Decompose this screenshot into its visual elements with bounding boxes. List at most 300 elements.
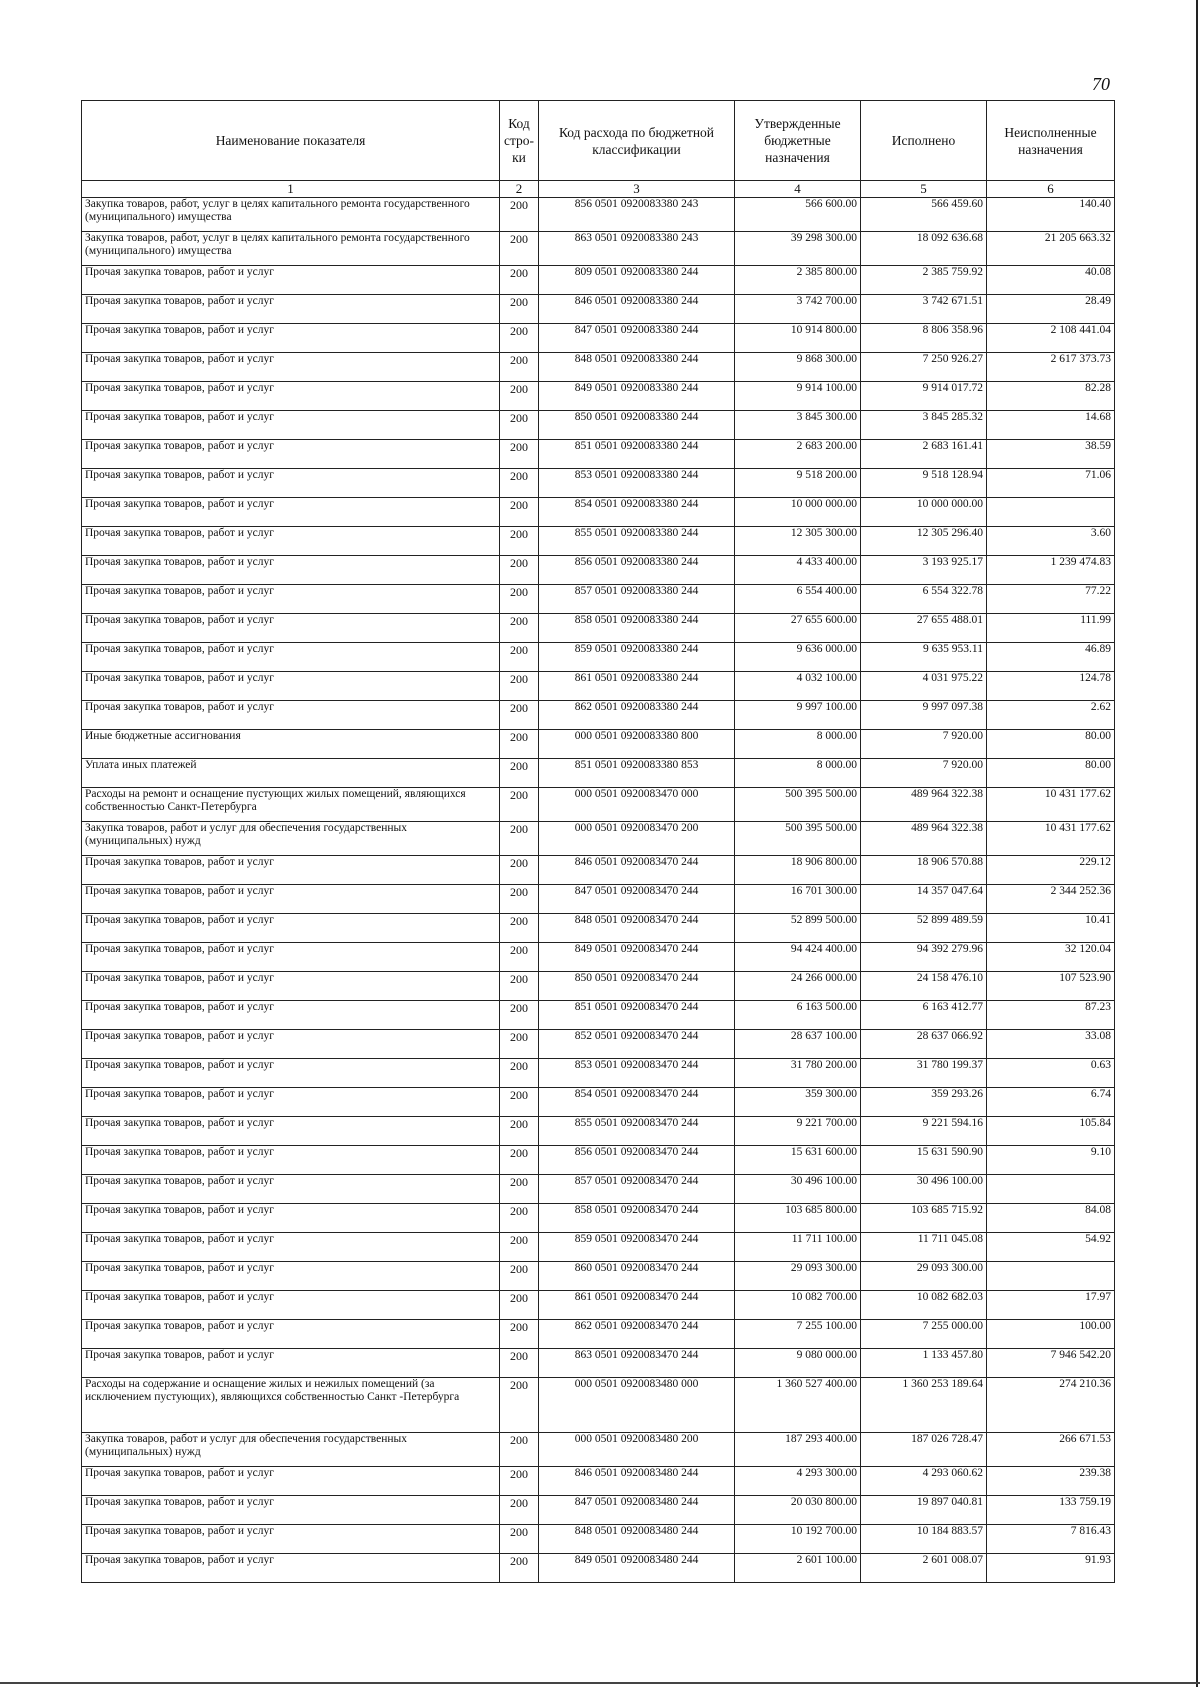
table-row	[82, 295, 1115, 324]
row-approved: 4 433 400.00	[735, 556, 861, 585]
row-name: Прочая закупка товаров, работ и услуг	[82, 672, 500, 701]
row-unexecuted: 7 816.43	[987, 1525, 1115, 1554]
row-name: Прочая закупка товаров, работ и услуг	[82, 411, 500, 440]
row-line-code: 200	[500, 1496, 539, 1525]
row-approved: 3 742 700.00	[735, 295, 861, 324]
row-executed: 31 780 199.37	[861, 1059, 987, 1088]
row-line-code: 200	[500, 1262, 539, 1291]
row-line-code: 200	[500, 672, 539, 701]
table-row	[82, 1088, 1115, 1117]
row-executed: 7 255 000.00	[861, 1320, 987, 1349]
row-unexecuted: 77.22	[987, 585, 1115, 614]
table-row	[82, 1467, 1115, 1496]
row-line-code: 200	[500, 353, 539, 382]
row-approved: 103 685 800.00	[735, 1204, 861, 1233]
table-row	[82, 672, 1115, 701]
row-budget-code: 863 0501 0920083470 244	[539, 1349, 735, 1378]
row-budget-code: 846 0501 0920083480 244	[539, 1467, 735, 1496]
row-approved: 31 780 200.00	[735, 1059, 861, 1088]
row-unexecuted: 274 210.36	[987, 1378, 1115, 1433]
row-budget-code: 847 0501 0920083470 244	[539, 885, 735, 914]
row-executed: 2 683 161.41	[861, 440, 987, 469]
header-budget-code: Код расхода по бюджетной классификации	[539, 101, 735, 181]
row-name: Прочая закупка товаров, работ и услуг	[82, 556, 500, 585]
row-line-code: 200	[500, 1233, 539, 1262]
row-approved: 94 424 400.00	[735, 943, 861, 972]
row-unexecuted: 33.08	[987, 1030, 1115, 1059]
table-row	[82, 730, 1115, 759]
row-unexecuted: 40.08	[987, 266, 1115, 295]
row-approved: 52 899 500.00	[735, 914, 861, 943]
table-row	[82, 822, 1115, 856]
row-unexecuted: 133 759.19	[987, 1496, 1115, 1525]
row-name: Прочая закупка товаров, работ и услуг	[82, 1525, 500, 1554]
row-budget-code: 850 0501 0920083470 244	[539, 972, 735, 1001]
row-approved: 359 300.00	[735, 1088, 861, 1117]
table-row	[82, 1175, 1115, 1204]
table-row	[82, 198, 1115, 232]
row-budget-code: 848 0501 0920083470 244	[539, 914, 735, 943]
row-name: Прочая закупка товаров, работ и услуг	[82, 1467, 500, 1496]
row-budget-code: 846 0501 0920083470 244	[539, 856, 735, 885]
header-approved: Утвержденные бюджетные назначения	[735, 101, 861, 181]
row-approved: 6 554 400.00	[735, 585, 861, 614]
column-number: 4	[735, 181, 861, 198]
row-name: Расходы на ремонт и оснащение пустующих жилых помещений, являющихся собственностью Санкт-Петербурга	[82, 788, 500, 822]
row-line-code: 200	[500, 1291, 539, 1320]
row-unexecuted: 54.92	[987, 1233, 1115, 1262]
row-unexecuted: 2.62	[987, 701, 1115, 730]
row-line-code: 200	[500, 1378, 539, 1433]
page-number: 70	[1092, 74, 1110, 94]
row-executed: 9 635 953.11	[861, 643, 987, 672]
row-unexecuted: 105.84	[987, 1117, 1115, 1146]
row-budget-code: 859 0501 0920083470 244	[539, 1233, 735, 1262]
row-line-code: 200	[500, 701, 539, 730]
table-row	[82, 498, 1115, 527]
row-name: Прочая закупка товаров, работ и услуг	[82, 885, 500, 914]
row-executed: 3 845 285.32	[861, 411, 987, 440]
row-approved: 10 000 000.00	[735, 498, 861, 527]
row-approved: 29 093 300.00	[735, 1262, 861, 1291]
row-approved: 500 395 500.00	[735, 788, 861, 822]
row-executed: 103 685 715.92	[861, 1204, 987, 1233]
row-budget-code: 848 0501 0920083380 244	[539, 353, 735, 382]
row-unexecuted: 84.08	[987, 1204, 1115, 1233]
row-budget-code: 851 0501 0920083470 244	[539, 1001, 735, 1030]
row-name: Прочая закупка товаров, работ и услуг	[82, 1204, 500, 1233]
row-budget-code: 850 0501 0920083380 244	[539, 411, 735, 440]
row-line-code: 200	[500, 585, 539, 614]
row-line-code: 200	[500, 643, 539, 672]
row-line-code: 200	[500, 1554, 539, 1583]
row-line-code: 200	[500, 856, 539, 885]
row-approved: 9 080 000.00	[735, 1349, 861, 1378]
row-unexecuted: 46.89	[987, 643, 1115, 672]
row-executed: 27 655 488.01	[861, 614, 987, 643]
row-budget-code: 000 0501 0920083480 200	[539, 1433, 735, 1467]
row-executed: 7 920.00	[861, 759, 987, 788]
row-name: Прочая закупка товаров, работ и услуг	[82, 701, 500, 730]
row-unexecuted: 87.23	[987, 1001, 1115, 1030]
row-budget-code: 855 0501 0920083380 244	[539, 527, 735, 556]
row-executed: 6 554 322.78	[861, 585, 987, 614]
row-approved: 4 293 300.00	[735, 1467, 861, 1496]
row-budget-code: 847 0501 0920083480 244	[539, 1496, 735, 1525]
table-row	[82, 972, 1115, 1001]
row-line-code: 200	[500, 614, 539, 643]
row-unexecuted: 10 431 177.62	[987, 788, 1115, 822]
row-approved: 28 637 100.00	[735, 1030, 861, 1059]
table-row	[82, 1496, 1115, 1525]
row-name: Прочая закупка товаров, работ и услуг	[82, 585, 500, 614]
row-name: Прочая закупка товаров, работ и услуг	[82, 972, 500, 1001]
row-unexecuted: 38.59	[987, 440, 1115, 469]
row-budget-code: 855 0501 0920083470 244	[539, 1117, 735, 1146]
row-unexecuted: 1 239 474.83	[987, 556, 1115, 585]
table-row	[82, 266, 1115, 295]
row-approved: 2 683 200.00	[735, 440, 861, 469]
row-budget-code: 858 0501 0920083380 244	[539, 614, 735, 643]
table-row	[82, 1030, 1115, 1059]
row-executed: 1 133 457.80	[861, 1349, 987, 1378]
row-budget-code: 854 0501 0920083470 244	[539, 1088, 735, 1117]
row-name: Уплата иных платежей	[82, 759, 500, 788]
row-line-code: 200	[500, 822, 539, 856]
row-executed: 24 158 476.10	[861, 972, 987, 1001]
row-name: Прочая закупка товаров, работ и услуг	[82, 943, 500, 972]
row-approved: 9 221 700.00	[735, 1117, 861, 1146]
row-budget-code: 861 0501 0920083470 244	[539, 1291, 735, 1320]
row-unexecuted: 0.63	[987, 1059, 1115, 1088]
row-unexecuted: 28.49	[987, 295, 1115, 324]
row-budget-code: 854 0501 0920083380 244	[539, 498, 735, 527]
row-unexecuted: 266 671.53	[987, 1433, 1115, 1467]
table-row	[82, 1433, 1115, 1467]
row-executed: 489 964 322.38	[861, 788, 987, 822]
table-row	[82, 1146, 1115, 1175]
row-approved: 15 631 600.00	[735, 1146, 861, 1175]
row-approved: 187 293 400.00	[735, 1433, 861, 1467]
row-line-code: 200	[500, 498, 539, 527]
row-approved: 7 255 100.00	[735, 1320, 861, 1349]
row-executed: 4 293 060.62	[861, 1467, 987, 1496]
table-row	[82, 440, 1115, 469]
row-line-code: 200	[500, 1059, 539, 1088]
table-row	[82, 353, 1115, 382]
row-approved: 2 385 800.00	[735, 266, 861, 295]
row-line-code: 200	[500, 1433, 539, 1467]
row-approved: 500 395 500.00	[735, 822, 861, 856]
row-budget-code: 857 0501 0920083380 244	[539, 585, 735, 614]
row-budget-code: 858 0501 0920083470 244	[539, 1204, 735, 1233]
table-row	[82, 1554, 1115, 1583]
table-row	[82, 1291, 1115, 1320]
row-approved: 8 000.00	[735, 730, 861, 759]
row-name: Прочая закупка товаров, работ и услуг	[82, 1291, 500, 1320]
row-budget-code: 862 0501 0920083470 244	[539, 1320, 735, 1349]
row-unexecuted: 71.06	[987, 469, 1115, 498]
table-row	[82, 1320, 1115, 1349]
row-executed: 6 163 412.77	[861, 1001, 987, 1030]
row-name: Закупка товаров, работ, услуг в целях капитального ремонта государственного (муниципального) имущества	[82, 198, 500, 232]
row-budget-code: 860 0501 0920083470 244	[539, 1262, 735, 1291]
row-executed: 7 250 926.27	[861, 353, 987, 382]
row-budget-code: 862 0501 0920083380 244	[539, 701, 735, 730]
row-name: Закупка товаров, работ и услуг для обеспечения государственных (муниципальных) нужд	[82, 822, 500, 856]
row-executed: 18 092 636.68	[861, 232, 987, 266]
row-line-code: 200	[500, 730, 539, 759]
row-executed: 94 392 279.96	[861, 943, 987, 972]
table-row	[82, 856, 1115, 885]
row-budget-code: 849 0501 0920083480 244	[539, 1554, 735, 1583]
row-budget-code: 859 0501 0920083380 244	[539, 643, 735, 672]
row-approved: 9 868 300.00	[735, 353, 861, 382]
table-row	[82, 1525, 1115, 1554]
row-name: Прочая закупка товаров, работ и услуг	[82, 1320, 500, 1349]
row-line-code: 200	[500, 527, 539, 556]
row-unexecuted: 100.00	[987, 1320, 1115, 1349]
row-executed: 8 806 358.96	[861, 324, 987, 353]
table-row	[82, 643, 1115, 672]
row-approved: 11 711 100.00	[735, 1233, 861, 1262]
row-approved: 30 496 100.00	[735, 1175, 861, 1204]
row-name: Прочая закупка товаров, работ и услуг	[82, 469, 500, 498]
row-line-code: 200	[500, 1320, 539, 1349]
row-executed: 52 899 489.59	[861, 914, 987, 943]
row-executed: 2 601 008.07	[861, 1554, 987, 1583]
table-row	[82, 585, 1115, 614]
row-line-code: 200	[500, 1001, 539, 1030]
row-approved: 566 600.00	[735, 198, 861, 232]
table-row	[82, 788, 1115, 822]
row-approved: 3 845 300.00	[735, 411, 861, 440]
row-name: Прочая закупка товаров, работ и услуг	[82, 1059, 500, 1088]
row-executed: 3 742 671.51	[861, 295, 987, 324]
row-unexecuted: 229.12	[987, 856, 1115, 885]
row-unexecuted: 2 344 252.36	[987, 885, 1115, 914]
row-name: Прочая закупка товаров, работ и услуг	[82, 1554, 500, 1583]
row-name: Прочая закупка товаров, работ и услуг	[82, 498, 500, 527]
table-row	[82, 1059, 1115, 1088]
row-line-code: 200	[500, 759, 539, 788]
row-unexecuted: 10 431 177.62	[987, 822, 1115, 856]
table-row	[82, 1349, 1115, 1378]
row-name: Иные бюджетные ассигнования	[82, 730, 500, 759]
row-executed: 1 360 253 189.64	[861, 1378, 987, 1433]
header-name: Наименование показателя	[82, 101, 500, 181]
row-name: Прочая закупка товаров, работ и услуг	[82, 1030, 500, 1059]
row-executed: 9 221 594.16	[861, 1117, 987, 1146]
row-approved: 2 601 100.00	[735, 1554, 861, 1583]
column-number: 6	[987, 181, 1115, 198]
column-number: 3	[539, 181, 735, 198]
row-budget-code: 851 0501 0920083380 244	[539, 440, 735, 469]
row-line-code: 200	[500, 1467, 539, 1496]
row-unexecuted: 32 120.04	[987, 943, 1115, 972]
row-unexecuted: 2 617 373.73	[987, 353, 1115, 382]
row-budget-code: 000 0501 0920083380 800	[539, 730, 735, 759]
row-unexecuted: 124.78	[987, 672, 1115, 701]
header-executed: Исполнено	[861, 101, 987, 181]
row-executed: 28 637 066.92	[861, 1030, 987, 1059]
column-number: 2	[500, 181, 539, 198]
row-approved: 4 032 100.00	[735, 672, 861, 701]
table-row	[82, 469, 1115, 498]
row-executed: 11 711 045.08	[861, 1233, 987, 1262]
row-name: Прочая закупка товаров, работ и услуг	[82, 1496, 500, 1525]
row-approved: 18 906 800.00	[735, 856, 861, 885]
row-unexecuted: 80.00	[987, 759, 1115, 788]
table-row	[82, 1117, 1115, 1146]
table-row	[82, 527, 1115, 556]
row-name: Прочая закупка товаров, работ и услуг	[82, 614, 500, 643]
row-budget-code: 000 0501 0920083470 000	[539, 788, 735, 822]
row-line-code: 200	[500, 1146, 539, 1175]
row-line-code: 200	[500, 440, 539, 469]
row-approved: 10 914 800.00	[735, 324, 861, 353]
row-approved: 10 192 700.00	[735, 1525, 861, 1554]
row-budget-code: 851 0501 0920083380 853	[539, 759, 735, 788]
row-unexecuted: 14.68	[987, 411, 1115, 440]
row-executed: 18 906 570.88	[861, 856, 987, 885]
column-number: 5	[861, 181, 987, 198]
row-name: Прочая закупка товаров, работ и услуг	[82, 353, 500, 382]
row-executed: 3 193 925.17	[861, 556, 987, 585]
row-budget-code: 853 0501 0920083470 244	[539, 1059, 735, 1088]
row-approved: 10 082 700.00	[735, 1291, 861, 1320]
table-row	[82, 614, 1115, 643]
row-line-code: 200	[500, 1175, 539, 1204]
row-executed: 9 914 017.72	[861, 382, 987, 411]
row-budget-code: 848 0501 0920083480 244	[539, 1525, 735, 1554]
row-line-code: 200	[500, 943, 539, 972]
row-name: Прочая закупка товаров, работ и услуг	[82, 1349, 500, 1378]
row-budget-code: 853 0501 0920083380 244	[539, 469, 735, 498]
table-row	[82, 701, 1115, 730]
header-unexecuted: Неисполненные назначения	[987, 101, 1115, 181]
row-budget-code: 861 0501 0920083380 244	[539, 672, 735, 701]
row-executed: 30 496 100.00	[861, 1175, 987, 1204]
row-budget-code: 000 0501 0920083480 000	[539, 1378, 735, 1433]
row-name: Прочая закупка товаров, работ и услуг	[82, 382, 500, 411]
table-row	[82, 943, 1115, 972]
row-executed: 19 897 040.81	[861, 1496, 987, 1525]
row-name: Прочая закупка товаров, работ и услуг	[82, 1088, 500, 1117]
header-row	[82, 101, 1115, 181]
row-line-code: 200	[500, 411, 539, 440]
row-line-code: 200	[500, 788, 539, 822]
row-executed: 14 357 047.64	[861, 885, 987, 914]
row-name: Прочая закупка товаров, работ и услуг	[82, 856, 500, 885]
row-unexecuted: 239.38	[987, 1467, 1115, 1496]
row-line-code: 200	[500, 1349, 539, 1378]
row-executed: 10 082 682.03	[861, 1291, 987, 1320]
row-approved: 9 914 100.00	[735, 382, 861, 411]
table-row	[82, 1001, 1115, 1030]
row-executed: 2 385 759.92	[861, 266, 987, 295]
row-executed: 566 459.60	[861, 198, 987, 232]
row-line-code: 200	[500, 1088, 539, 1117]
row-line-code: 200	[500, 266, 539, 295]
row-executed: 10 000 000.00	[861, 498, 987, 527]
row-approved: 24 266 000.00	[735, 972, 861, 1001]
row-executed: 12 305 296.40	[861, 527, 987, 556]
row-executed: 489 964 322.38	[861, 822, 987, 856]
row-executed: 187 026 728.47	[861, 1433, 987, 1467]
row-approved: 8 000.00	[735, 759, 861, 788]
row-approved: 20 030 800.00	[735, 1496, 861, 1525]
row-line-code: 200	[500, 232, 539, 266]
table-row	[82, 1378, 1115, 1433]
row-budget-code: 856 0501 0920083470 244	[539, 1146, 735, 1175]
row-name: Прочая закупка товаров, работ и услуг	[82, 266, 500, 295]
row-unexecuted	[987, 1175, 1115, 1204]
table-row	[82, 382, 1115, 411]
table-row	[82, 759, 1115, 788]
row-unexecuted: 107 523.90	[987, 972, 1115, 1001]
row-line-code: 200	[500, 1204, 539, 1233]
row-line-code: 200	[500, 556, 539, 585]
row-line-code: 200	[500, 382, 539, 411]
scan-edge-right	[1196, 0, 1198, 1687]
row-unexecuted: 80.00	[987, 730, 1115, 759]
row-unexecuted	[987, 498, 1115, 527]
row-unexecuted: 140.40	[987, 198, 1115, 232]
row-approved: 9 518 200.00	[735, 469, 861, 498]
row-budget-code: 856 0501 0920083380 244	[539, 556, 735, 585]
row-approved: 12 305 300.00	[735, 527, 861, 556]
table-row	[82, 914, 1115, 943]
row-name: Прочая закупка товаров, работ и услуг	[82, 1117, 500, 1146]
table-row	[82, 324, 1115, 353]
row-name: Закупка товаров, работ и услуг для обеспечения государственных (муниципальных) нужд	[82, 1433, 500, 1467]
row-approved: 6 163 500.00	[735, 1001, 861, 1030]
row-unexecuted: 3.60	[987, 527, 1115, 556]
table-row	[82, 232, 1115, 266]
row-unexecuted: 21 205 663.32	[987, 232, 1115, 266]
row-executed: 15 631 590.90	[861, 1146, 987, 1175]
row-unexecuted: 2 108 441.04	[987, 324, 1115, 353]
table-row	[82, 885, 1115, 914]
row-line-code: 200	[500, 1117, 539, 1146]
row-name: Закупка товаров, работ, услуг в целях капитального ремонта государственного (муниципального) имущества	[82, 232, 500, 266]
row-unexecuted: 7 946 542.20	[987, 1349, 1115, 1378]
row-name: Прочая закупка товаров, работ и услуг	[82, 527, 500, 556]
row-name: Расходы на содержание и оснащение жилых и нежилых помещений (за исключением пустующих), являющихся собственностью Санкт -Петербурга	[82, 1378, 500, 1433]
row-budget-code: 849 0501 0920083470 244	[539, 943, 735, 972]
table-row	[82, 556, 1115, 585]
row-approved: 9 636 000.00	[735, 643, 861, 672]
row-budget-code: 863 0501 0920083380 243	[539, 232, 735, 266]
row-budget-code: 857 0501 0920083470 244	[539, 1175, 735, 1204]
table-row	[82, 1262, 1115, 1291]
row-unexecuted: 91.93	[987, 1554, 1115, 1583]
row-executed: 10 184 883.57	[861, 1525, 987, 1554]
header-line-code: Код стро-ки	[500, 101, 539, 181]
table-row	[82, 1204, 1115, 1233]
row-approved: 39 298 300.00	[735, 232, 861, 266]
row-name: Прочая закупка товаров, работ и услуг	[82, 295, 500, 324]
row-budget-code: 000 0501 0920083470 200	[539, 822, 735, 856]
row-unexecuted	[987, 1262, 1115, 1291]
row-name: Прочая закупка товаров, работ и услуг	[82, 1001, 500, 1030]
row-executed: 4 031 975.22	[861, 672, 987, 701]
row-line-code: 200	[500, 885, 539, 914]
row-name: Прочая закупка товаров, работ и услуг	[82, 1146, 500, 1175]
row-name: Прочая закупка товаров, работ и услуг	[82, 440, 500, 469]
row-budget-code: 856 0501 0920083380 243	[539, 198, 735, 232]
